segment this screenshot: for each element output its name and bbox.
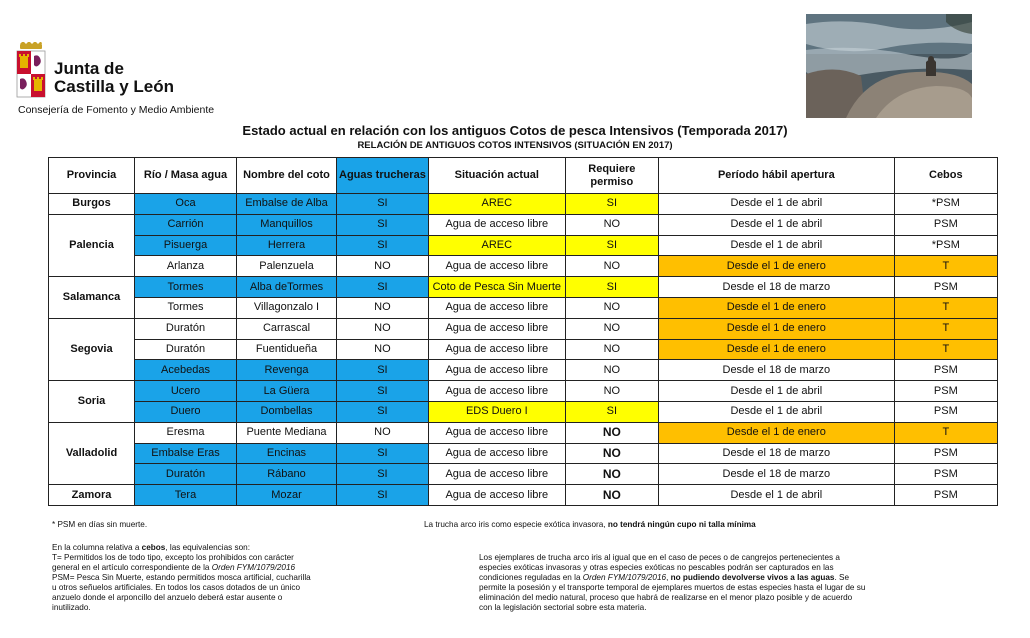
- cell-permiso: NO: [565, 214, 658, 235]
- cell-provincia: Segovia: [49, 318, 135, 380]
- cell-permiso: SI: [565, 194, 658, 215]
- col-header-coto: Nombre del coto: [237, 158, 337, 194]
- cell-aguas: SI: [337, 360, 429, 381]
- psm-note: * PSM en días sin muerte.: [52, 520, 148, 529]
- ejemplares-note: Los ejemplares de trucha arco iris al igual que en el caso de peces o de cangrejos pertenecientes a especies exóticas invasoras y otras especies exóticas no pescables podrán ser capturados en las condiciones reguladas en la Orden FYM/1079/2016, no pudiendo devolverse vivos a las aguas. Se permite la posesión y el transporte temporal de ejemplares muertos de estas especies hasta el lugar de su eliminación del medio natural, proceso que habrá de realizarse en el menor plazo posible y de acuerdo con la legislación sectorial sobre esta materia.: [479, 553, 866, 612]
- table-row: [49, 401, 998, 422]
- cell-aguas: SI: [337, 277, 429, 298]
- cell-provincia: Burgos: [49, 194, 135, 215]
- cell-periodo: Desde el 1 de enero: [658, 318, 894, 339]
- cell-periodo: Desde el 1 de abril: [658, 401, 894, 422]
- cell-coto: Palenzuela: [237, 256, 337, 277]
- cell-periodo: Desde el 1 de abril: [658, 194, 894, 215]
- cell-permiso: NO: [565, 256, 658, 277]
- cell-periodo: Desde el 1 de abril: [658, 214, 894, 235]
- cell-periodo: Desde el 18 de marzo: [658, 360, 894, 381]
- cell-cebos: T: [894, 422, 997, 443]
- cell-coto: Carrascal: [237, 318, 337, 339]
- cell-cebos: T: [894, 256, 997, 277]
- cebos-definitions: [52, 553, 316, 613]
- psm-definition: PSM= Pesca Sin Muerte, estando permitidos mosca artificial, cucharilla u otros señuelos artificiales. En todos los casos dotados de un único anzuelo donde el arponcillo del anzuelo deberá estar ausente o inutilizado.: [52, 573, 311, 612]
- cell-rio: Duero: [135, 401, 237, 422]
- cell-aguas: NO: [337, 339, 429, 360]
- cell-permiso: NO: [565, 318, 658, 339]
- page-subtitle: RELACIÓN DE ANTIGUOS COTOS INTENSIVOS (SITUACIÓN EN 2017): [357, 140, 673, 151]
- cell-permiso: NO: [565, 339, 658, 360]
- cell-situacion: AREC: [428, 194, 565, 215]
- cell-situacion: Agua de acceso libre: [428, 214, 565, 235]
- cell-periodo: Desde el 18 de marzo: [658, 464, 894, 485]
- table-row: [49, 194, 998, 215]
- cell-cebos: PSM: [894, 485, 997, 506]
- col-header-permiso: Requiere permiso: [565, 158, 658, 194]
- cell-cebos: PSM: [894, 443, 997, 464]
- col-header-rio: Río / Masa agua: [135, 158, 237, 194]
- cell-rio: Eresma: [135, 422, 237, 443]
- cell-cebos: PSM: [894, 214, 997, 235]
- table-row: [49, 422, 998, 443]
- cell-coto: Rábano: [237, 464, 337, 485]
- page-title: Estado actual en relación con los antiguos Cotos de pesca Intensivos (Temporada 2017): [242, 123, 788, 138]
- table-row: [49, 464, 998, 485]
- cell-cebos: *PSM: [894, 194, 997, 215]
- cell-coto: Villagonzalo I: [237, 297, 337, 318]
- cell-periodo: Desde el 1 de enero: [658, 422, 894, 443]
- table-row: [49, 485, 998, 506]
- cell-cebos: T: [894, 339, 997, 360]
- table-row: [49, 214, 998, 235]
- cell-provincia: Soria: [49, 381, 135, 423]
- cell-periodo: Desde el 1 de abril: [658, 235, 894, 256]
- cell-permiso: NO: [565, 464, 658, 485]
- cell-situacion: Agua de acceso libre: [428, 422, 565, 443]
- cell-aguas: SI: [337, 485, 429, 506]
- org-name-line2: Castilla y León: [54, 77, 174, 96]
- cell-periodo: Desde el 1 de abril: [658, 485, 894, 506]
- cell-rio: Embalse Eras: [135, 443, 237, 464]
- cell-periodo: Desde el 1 de enero: [658, 256, 894, 277]
- cell-situacion: Agua de acceso libre: [428, 360, 565, 381]
- cell-coto: Puente Mediana: [237, 422, 337, 443]
- cell-cebos: PSM: [894, 277, 997, 298]
- cell-rio: Pisuerga: [135, 235, 237, 256]
- col-header-situacion: Situación actual: [428, 158, 565, 194]
- trucha-note: La trucha arco iris como especie exótica invasora, no tendrá ningún cupo ni talla mínima: [424, 520, 756, 529]
- cell-aguas: NO: [337, 297, 429, 318]
- cell-rio: Tormes: [135, 297, 237, 318]
- cell-rio: Tormes: [135, 277, 237, 298]
- org-name-line1: Junta de: [54, 59, 124, 78]
- cell-periodo: Desde el 18 de marzo: [658, 443, 894, 464]
- cell-rio: Acebedas: [135, 360, 237, 381]
- cell-aguas: SI: [337, 443, 429, 464]
- col-header-cebos: Cebos: [894, 158, 997, 194]
- org-department: Consejería de Fomento y Medio Ambiente: [18, 104, 215, 116]
- cell-cebos: PSM: [894, 360, 997, 381]
- cell-permiso: NO: [565, 297, 658, 318]
- cell-cebos: T: [894, 318, 997, 339]
- cell-cebos: T: [894, 297, 997, 318]
- cell-periodo: Desde el 18 de marzo: [658, 277, 894, 298]
- cell-permiso: SI: [565, 235, 658, 256]
- table-row: [49, 235, 998, 256]
- table-row: [49, 277, 998, 298]
- org-logo: [14, 42, 274, 122]
- cell-rio: Oca: [135, 194, 237, 215]
- cell-coto: Alba deTormes: [237, 277, 337, 298]
- cell-permiso: SI: [565, 401, 658, 422]
- cell-rio: Carrión: [135, 214, 237, 235]
- cell-cebos: PSM: [894, 464, 997, 485]
- cell-provincia: Valladolid: [49, 422, 135, 484]
- cell-aguas: SI: [337, 381, 429, 402]
- col-header-periodo: Período hábil apertura: [658, 158, 894, 194]
- t-definition: T= Permitidos los de todo tipo, excepto los prohibidos con carácter general en el artículo correspondiente de la Orden FYM/1079/2016: [52, 553, 296, 572]
- cell-aguas: SI: [337, 194, 429, 215]
- col-header-aguas: Aguas trucheras: [337, 158, 429, 194]
- cell-coto: Fuentidueña: [237, 339, 337, 360]
- cell-aguas: SI: [337, 464, 429, 485]
- cell-periodo: Desde el 1 de abril: [658, 381, 894, 402]
- cell-rio: Ucero: [135, 381, 237, 402]
- cell-permiso: NO: [565, 485, 658, 506]
- cell-situacion: Agua de acceso libre: [428, 339, 565, 360]
- cell-situacion: Agua de acceso libre: [428, 443, 565, 464]
- cell-situacion: AREC: [428, 235, 565, 256]
- cell-coto: Embalse de Alba: [237, 194, 337, 215]
- cell-coto: Dombellas: [237, 401, 337, 422]
- table-row: [49, 360, 998, 381]
- cell-aguas: SI: [337, 235, 429, 256]
- crest-icon: [14, 42, 48, 100]
- cell-rio: Duratón: [135, 464, 237, 485]
- cell-aguas: SI: [337, 401, 429, 422]
- cell-aguas: NO: [337, 256, 429, 277]
- table-row: [49, 318, 998, 339]
- cell-permiso: NO: [565, 360, 658, 381]
- cell-aguas: NO: [337, 422, 429, 443]
- cell-permiso: NO: [565, 443, 658, 464]
- cell-aguas: SI: [337, 214, 429, 235]
- table-row: [49, 339, 998, 360]
- table-row: [49, 443, 998, 464]
- cell-periodo: Desde el 1 de enero: [658, 297, 894, 318]
- cell-coto: Revenga: [237, 360, 337, 381]
- cebos-intro: En la columna relativa a cebos, las equivalencias son:: [52, 543, 250, 552]
- cell-cebos: *PSM: [894, 235, 997, 256]
- cell-rio: Tera: [135, 485, 237, 506]
- cell-situacion: Agua de acceso libre: [428, 318, 565, 339]
- cell-situacion: Agua de acceso libre: [428, 464, 565, 485]
- cell-coto: Manquillos: [237, 214, 337, 235]
- cotos-table: [48, 157, 998, 506]
- cell-provincia: Zamora: [49, 485, 135, 506]
- cell-permiso: NO: [565, 422, 658, 443]
- table-row: [49, 297, 998, 318]
- cell-rio: Duratón: [135, 318, 237, 339]
- cell-aguas: NO: [337, 318, 429, 339]
- cell-rio: Arlanza: [135, 256, 237, 277]
- cell-situacion: Agua de acceso libre: [428, 297, 565, 318]
- cell-situacion: Agua de acceso libre: [428, 256, 565, 277]
- cell-provincia: Palencia: [49, 214, 135, 276]
- cell-coto: Mozar: [237, 485, 337, 506]
- col-header-provincia: Provincia: [49, 158, 135, 194]
- cell-situacion: Agua de acceso libre: [428, 381, 565, 402]
- cell-coto: Herrera: [237, 235, 337, 256]
- cell-situacion: EDS Duero I: [428, 401, 565, 422]
- table-row: [49, 381, 998, 402]
- cell-cebos: PSM: [894, 381, 997, 402]
- cell-situacion: Coto de Pesca Sin Muerte: [428, 277, 565, 298]
- cell-permiso: NO: [565, 381, 658, 402]
- table-row: [49, 256, 998, 277]
- cell-cebos: PSM: [894, 401, 997, 422]
- cell-periodo: Desde el 1 de enero: [658, 339, 894, 360]
- river-rocks-photo: [806, 14, 972, 118]
- cell-situacion: Agua de acceso libre: [428, 485, 565, 506]
- cell-coto: La Güera: [237, 381, 337, 402]
- cell-permiso: SI: [565, 277, 658, 298]
- cell-provincia: Salamanca: [49, 277, 135, 319]
- table-header-row: [49, 158, 998, 194]
- cell-coto: Encinas: [237, 443, 337, 464]
- cell-rio: Duratón: [135, 339, 237, 360]
